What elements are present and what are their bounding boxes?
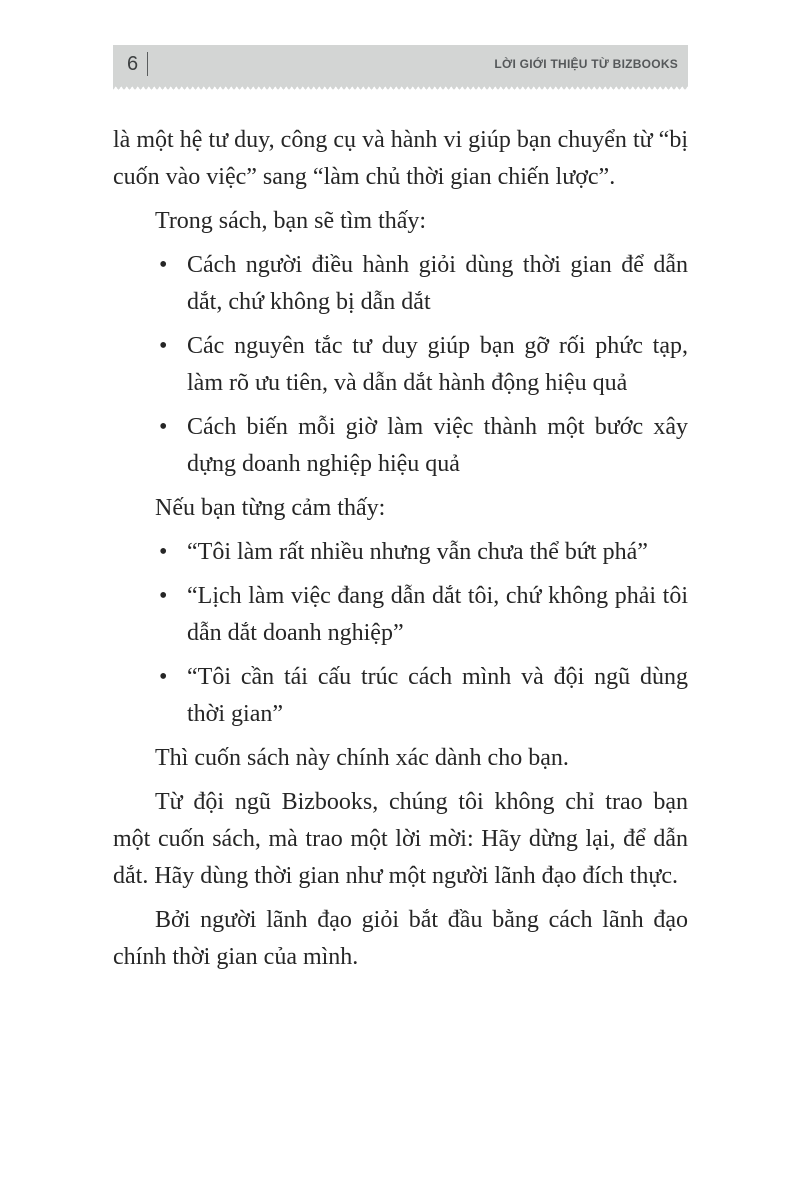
paragraph-find-lead: Trong sách, bạn sẽ tìm thấy: [155,208,427,234]
list-item: • Các nguyên tắc tư duy giúp bạn gỡ rối phức tạp, làm rõ ưu tiên, và dẫn dắt hành động hiệu quả [113,328,688,402]
header-divider [147,52,148,76]
paragraph-felt-lead: Nếu bạn từng cảm thấy: [155,495,386,521]
page-number: 6 [127,53,139,75]
paragraph-then: Thì cuốn sách này chính xác dành cho bạn. [155,745,569,771]
list-item: • Cách biến mỗi giờ làm việc thành một bước xây dựng doanh nghiệp hiệu quả [113,409,688,483]
list-item: • Cách người điều hành giỏi dùng thời gian để dẫn dắt, chứ không bị dẫn dắt [113,247,688,321]
page-content [113,122,688,983]
paragraph-bizbooks: Từ đội ngũ Bizbooks, chúng tôi không chỉ trao bạn một cuốn sách, mà trao một lời mời: Hãy dừng lại, để dẫn dắt. Hãy dùng thời gian như một người lãnh đạo đích thực. [113,789,688,889]
paragraph-final: Bởi người lãnh đạo giỏi bắt đầu bằng cách lãnh đạo chính thời gian của mình. [113,907,688,970]
list-item: • “Tôi cần tái cấu trúc cách mình và đội ngũ dùng thời gian” [113,659,688,733]
list-item: • “Tôi làm rất nhiều nhưng vẫn chưa thể bứt phá” [113,534,688,571]
paragraph-intro: là một hệ tư duy, công cụ và hành vi giúp bạn chuyển từ “bị cuốn vào việc” sang “làm chủ thời gian chiến lược”. [113,127,688,190]
list-item: • “Lịch làm việc đang dẫn dắt tôi, chứ không phải tôi dẫn dắt doanh nghiệp” [113,578,688,652]
bullet-list-find [113,247,688,483]
running-title: LỜI GIỚI THIỆU TỪ BIZBOOKS [494,57,678,71]
page-header [113,45,688,83]
bullet-list-felt [113,534,688,733]
